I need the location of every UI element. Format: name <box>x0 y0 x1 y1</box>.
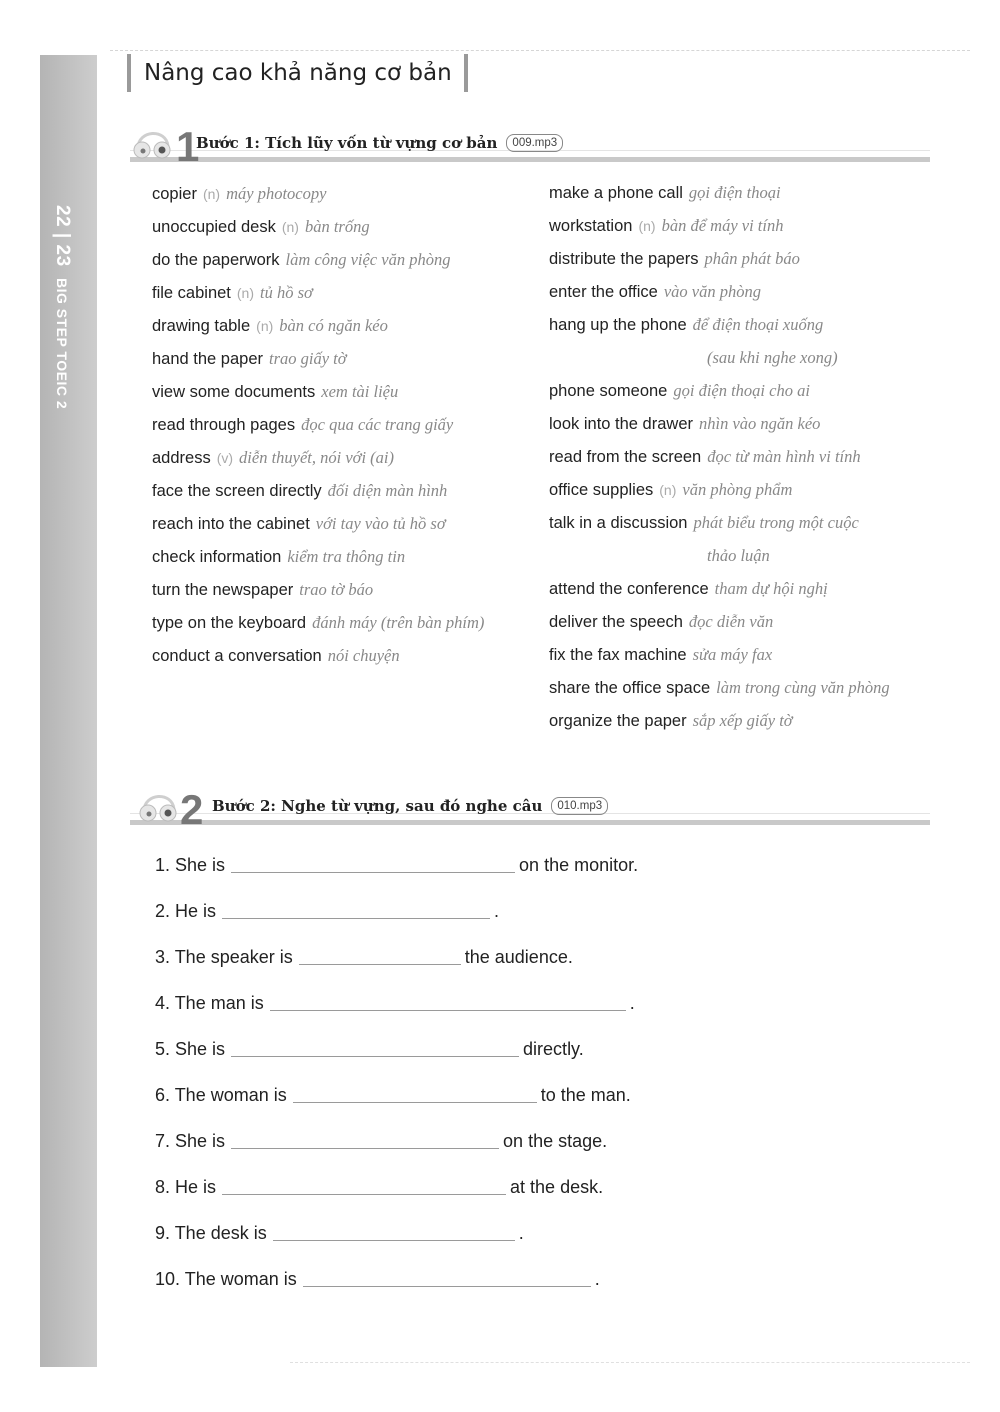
vocab-term: reach into the cabinet <box>152 515 310 533</box>
vocab-item <box>549 605 939 638</box>
exercise-ending: at the desk. <box>510 1177 604 1197</box>
vocab-meaning: sửa máy fax <box>692 645 773 664</box>
vocab-term: office supplies <box>549 481 654 499</box>
vocab-item <box>549 473 939 506</box>
vocab-term: fix the fax machine <box>549 646 687 664</box>
vocab-meaning: nói chuyện <box>327 646 400 665</box>
exercise-prompt: 8. He is <box>155 1177 217 1197</box>
vocab-term: file cabinet <box>152 284 231 302</box>
vocab-term: look into the drawer <box>549 415 693 433</box>
vocab-item-continuation <box>549 539 939 572</box>
bottom-border-dots <box>290 1362 970 1363</box>
vocab-term: read from the screen <box>549 448 702 466</box>
book-title: BIG STEP TOEIC 2 <box>54 277 70 409</box>
exercise-ending: . <box>494 901 500 921</box>
vocab-item <box>549 374 939 407</box>
vocab-term: organize the paper <box>549 712 687 730</box>
vocab-term: drawing table <box>152 317 251 335</box>
exercise-prompt: 3. The speaker is <box>155 947 293 967</box>
vocab-term: unoccupied desk <box>152 218 276 236</box>
vocab-item <box>549 572 939 605</box>
vocab-meaning: làm trong cùng văn phòng <box>716 678 890 697</box>
exercise-ending: . <box>518 1223 524 1243</box>
vocab-item <box>549 209 939 242</box>
answer-blank[interactable] <box>231 858 515 873</box>
exercise-prompt: 6. The woman is <box>155 1085 287 1105</box>
vocab-term: conduct a conversation <box>152 647 322 665</box>
step2-header-bar <box>130 820 930 825</box>
exercise-item <box>155 842 915 888</box>
vocab-item <box>152 540 532 573</box>
vocab-meaning: trao giấy tờ <box>269 349 347 368</box>
exercise-prompt: 5. She is <box>155 1039 226 1059</box>
step2-title-row <box>212 797 608 815</box>
vocab-term: check information <box>152 548 282 566</box>
step2-number: 2 <box>180 786 204 825</box>
exercise-ending: . <box>629 993 635 1013</box>
vocab-meaning: kiểm tra thông tin <box>287 547 406 566</box>
vocab-term: face the screen directly <box>152 482 322 500</box>
vocab-meaning: bàn trống <box>304 217 370 236</box>
headphones-icon <box>138 781 208 825</box>
vocab-term: share the office space <box>549 679 711 697</box>
vocab-meaning: diễn thuyết, nói với (ai) <box>239 448 395 467</box>
vocab-term: deliver the speech <box>549 613 683 631</box>
vocab-part-of-speech: (n) <box>638 218 656 234</box>
vocab-item <box>152 375 532 408</box>
exercise-item <box>155 1026 915 1072</box>
vocab-part-of-speech: (n) <box>659 482 677 498</box>
vocab-meaning: với tay vào tủ hồ sơ <box>315 514 446 533</box>
vocab-item <box>549 440 939 473</box>
top-border-dots <box>110 50 970 51</box>
vocab-item <box>152 507 532 540</box>
vocab-item <box>549 407 939 440</box>
vocab-meaning: văn phòng phẩm <box>682 480 793 499</box>
step1-title-row <box>196 134 563 152</box>
vocab-item <box>152 408 532 441</box>
exercise-prompt: 2. He is <box>155 901 217 921</box>
answer-blank[interactable] <box>222 1180 506 1195</box>
vocab-term: enter the office <box>549 283 658 301</box>
exercise-item <box>155 1256 915 1302</box>
vocab-meaning: phát biểu trong một cuộc <box>693 513 859 532</box>
step1-audio-tag: 009.mp3 <box>506 134 563 152</box>
vocab-item <box>549 671 939 704</box>
vocab-part-of-speech: (n) <box>236 285 255 301</box>
vocab-item <box>152 441 532 474</box>
vocab-term: hand the paper <box>152 350 264 368</box>
vocab-meaning: nhìn vào ngăn kéo <box>699 414 821 433</box>
exercise-list <box>155 842 915 1302</box>
answer-blank[interactable] <box>270 996 626 1011</box>
exercise-prompt: 7. She is <box>155 1131 226 1151</box>
vocab-meaning: đọc từ màn hình vi tính <box>707 447 861 466</box>
vocab-part-of-speech: (n) <box>281 219 299 235</box>
vocab-meaning: gọi điện thoại cho ai <box>673 381 810 400</box>
answer-blank[interactable] <box>273 1226 515 1241</box>
vocab-meaning-continuation: thảo luận <box>707 546 770 565</box>
vocab-item <box>152 210 532 243</box>
vocab-item <box>152 606 532 639</box>
vocab-term: turn the newspaper <box>152 581 294 599</box>
vocab-part-of-speech: (n) <box>202 186 221 202</box>
vocab-left-column <box>152 177 532 672</box>
step2-audio-tag: 010.mp3 <box>551 797 608 815</box>
vocab-item-continuation <box>549 341 939 374</box>
vocab-meaning: đánh máy (trên bàn phím) <box>312 613 485 632</box>
vocab-term: copier <box>152 185 197 203</box>
exercise-item <box>155 1072 915 1118</box>
headphones-icon <box>132 118 202 162</box>
vocab-part-of-speech: (n) <box>256 318 274 334</box>
vocab-term: distribute the papers <box>549 250 699 268</box>
answer-blank[interactable] <box>299 950 461 965</box>
answer-blank[interactable] <box>222 904 490 919</box>
vocab-meaning: đọc qua các trang giấy <box>301 415 454 434</box>
vocab-term: attend the conference <box>549 580 709 598</box>
vocab-item <box>152 177 532 210</box>
answer-blank[interactable] <box>231 1042 519 1057</box>
step1-header-bar <box>130 157 930 162</box>
vocab-term: do the paperwork <box>152 251 280 269</box>
vocab-term: phone someone <box>549 382 668 400</box>
exercise-ending: directly. <box>523 1039 584 1059</box>
vocab-item <box>549 308 939 341</box>
exercise-ending: to the man. <box>540 1085 631 1105</box>
vocab-meaning: vào văn phòng <box>663 282 762 301</box>
vocab-term: type on the keyboard <box>152 614 307 632</box>
vocab-item <box>152 309 532 342</box>
exercise-ending: on the monitor. <box>519 855 639 875</box>
vocab-meaning: bàn có ngăn kéo <box>279 316 388 335</box>
exercise-item <box>155 1164 915 1210</box>
vocab-item <box>152 474 532 507</box>
vocab-meaning: gọi điện thoại <box>688 183 781 202</box>
side-label <box>51 205 73 409</box>
answer-blank[interactable] <box>303 1272 591 1287</box>
exercise-ending: on the stage. <box>503 1131 608 1151</box>
step2-header <box>130 786 930 825</box>
exercise-item <box>155 980 915 1026</box>
exercise-item <box>155 888 915 934</box>
exercise-prompt: 4. The man is <box>155 993 264 1013</box>
exercise-prompt: 1. She is <box>155 855 226 875</box>
vocab-meaning: để điện thoại xuống <box>692 315 824 334</box>
vocab-item <box>549 506 939 539</box>
exercise-item <box>155 934 915 980</box>
vocab-meaning: sắp xếp giấy tờ <box>692 711 793 730</box>
vocab-item <box>152 342 532 375</box>
vocab-item <box>549 275 939 308</box>
vocab-meaning: làm công việc văn phòng <box>285 250 451 269</box>
vocab-item <box>549 704 939 737</box>
vocab-item <box>152 243 532 276</box>
vocab-right-column <box>549 176 939 737</box>
vocab-item <box>549 242 939 275</box>
vocab-meaning: bàn để máy vi tính <box>661 216 784 235</box>
page-title: Nâng cao khả năng cơ bản <box>127 54 468 92</box>
vocab-item <box>549 638 939 671</box>
vocab-term: hang up the phone <box>549 316 687 334</box>
exercise-ending: . <box>594 1269 600 1289</box>
answer-blank[interactable] <box>293 1088 537 1103</box>
vocab-meaning: đọc diễn văn <box>688 612 774 631</box>
vocab-part-of-speech: (v) <box>216 450 234 466</box>
vocab-term: read through pages <box>152 416 296 434</box>
vocab-item <box>152 573 532 606</box>
step2-title: Bước 2: Nghe từ vựng, sau đó nghe câu <box>212 797 543 815</box>
vocab-meaning: máy photocopy <box>226 184 327 203</box>
vocab-meaning: xem tài liệu <box>321 382 399 401</box>
page-numbers: 22 | 23 <box>52 205 73 267</box>
answer-blank[interactable] <box>231 1134 499 1149</box>
vocab-meaning: đối diện màn hình <box>327 481 448 500</box>
vocab-term: workstation <box>549 217 633 235</box>
vocab-item <box>549 176 939 209</box>
exercise-prompt: 9. The desk is <box>155 1223 267 1243</box>
vocab-term: view some documents <box>152 383 316 401</box>
exercise-ending: the audience. <box>464 947 573 967</box>
vocab-item <box>152 276 532 309</box>
step1-header <box>130 123 930 162</box>
vocab-meaning: phân phát báo <box>704 249 800 268</box>
exercise-item <box>155 1118 915 1164</box>
vocab-term: address <box>152 449 211 467</box>
vocab-meaning: tủ hồ sơ <box>260 283 313 302</box>
vocab-term: make a phone call <box>549 184 683 202</box>
exercise-item <box>155 1210 915 1256</box>
vocab-meaning-continuation: (sau khi nghe xong) <box>707 348 838 367</box>
vocab-term: talk in a discussion <box>549 514 688 532</box>
vocab-meaning: trao tờ báo <box>299 580 374 599</box>
step1-number: 1 <box>176 123 200 162</box>
exercise-prompt: 10. The woman is <box>155 1269 297 1289</box>
step1-title: Bước 1: Tích lũy vốn từ vựng cơ bản <box>196 134 498 152</box>
vocab-meaning: tham dự hội nghị <box>714 579 828 598</box>
vocab-item <box>152 639 532 672</box>
